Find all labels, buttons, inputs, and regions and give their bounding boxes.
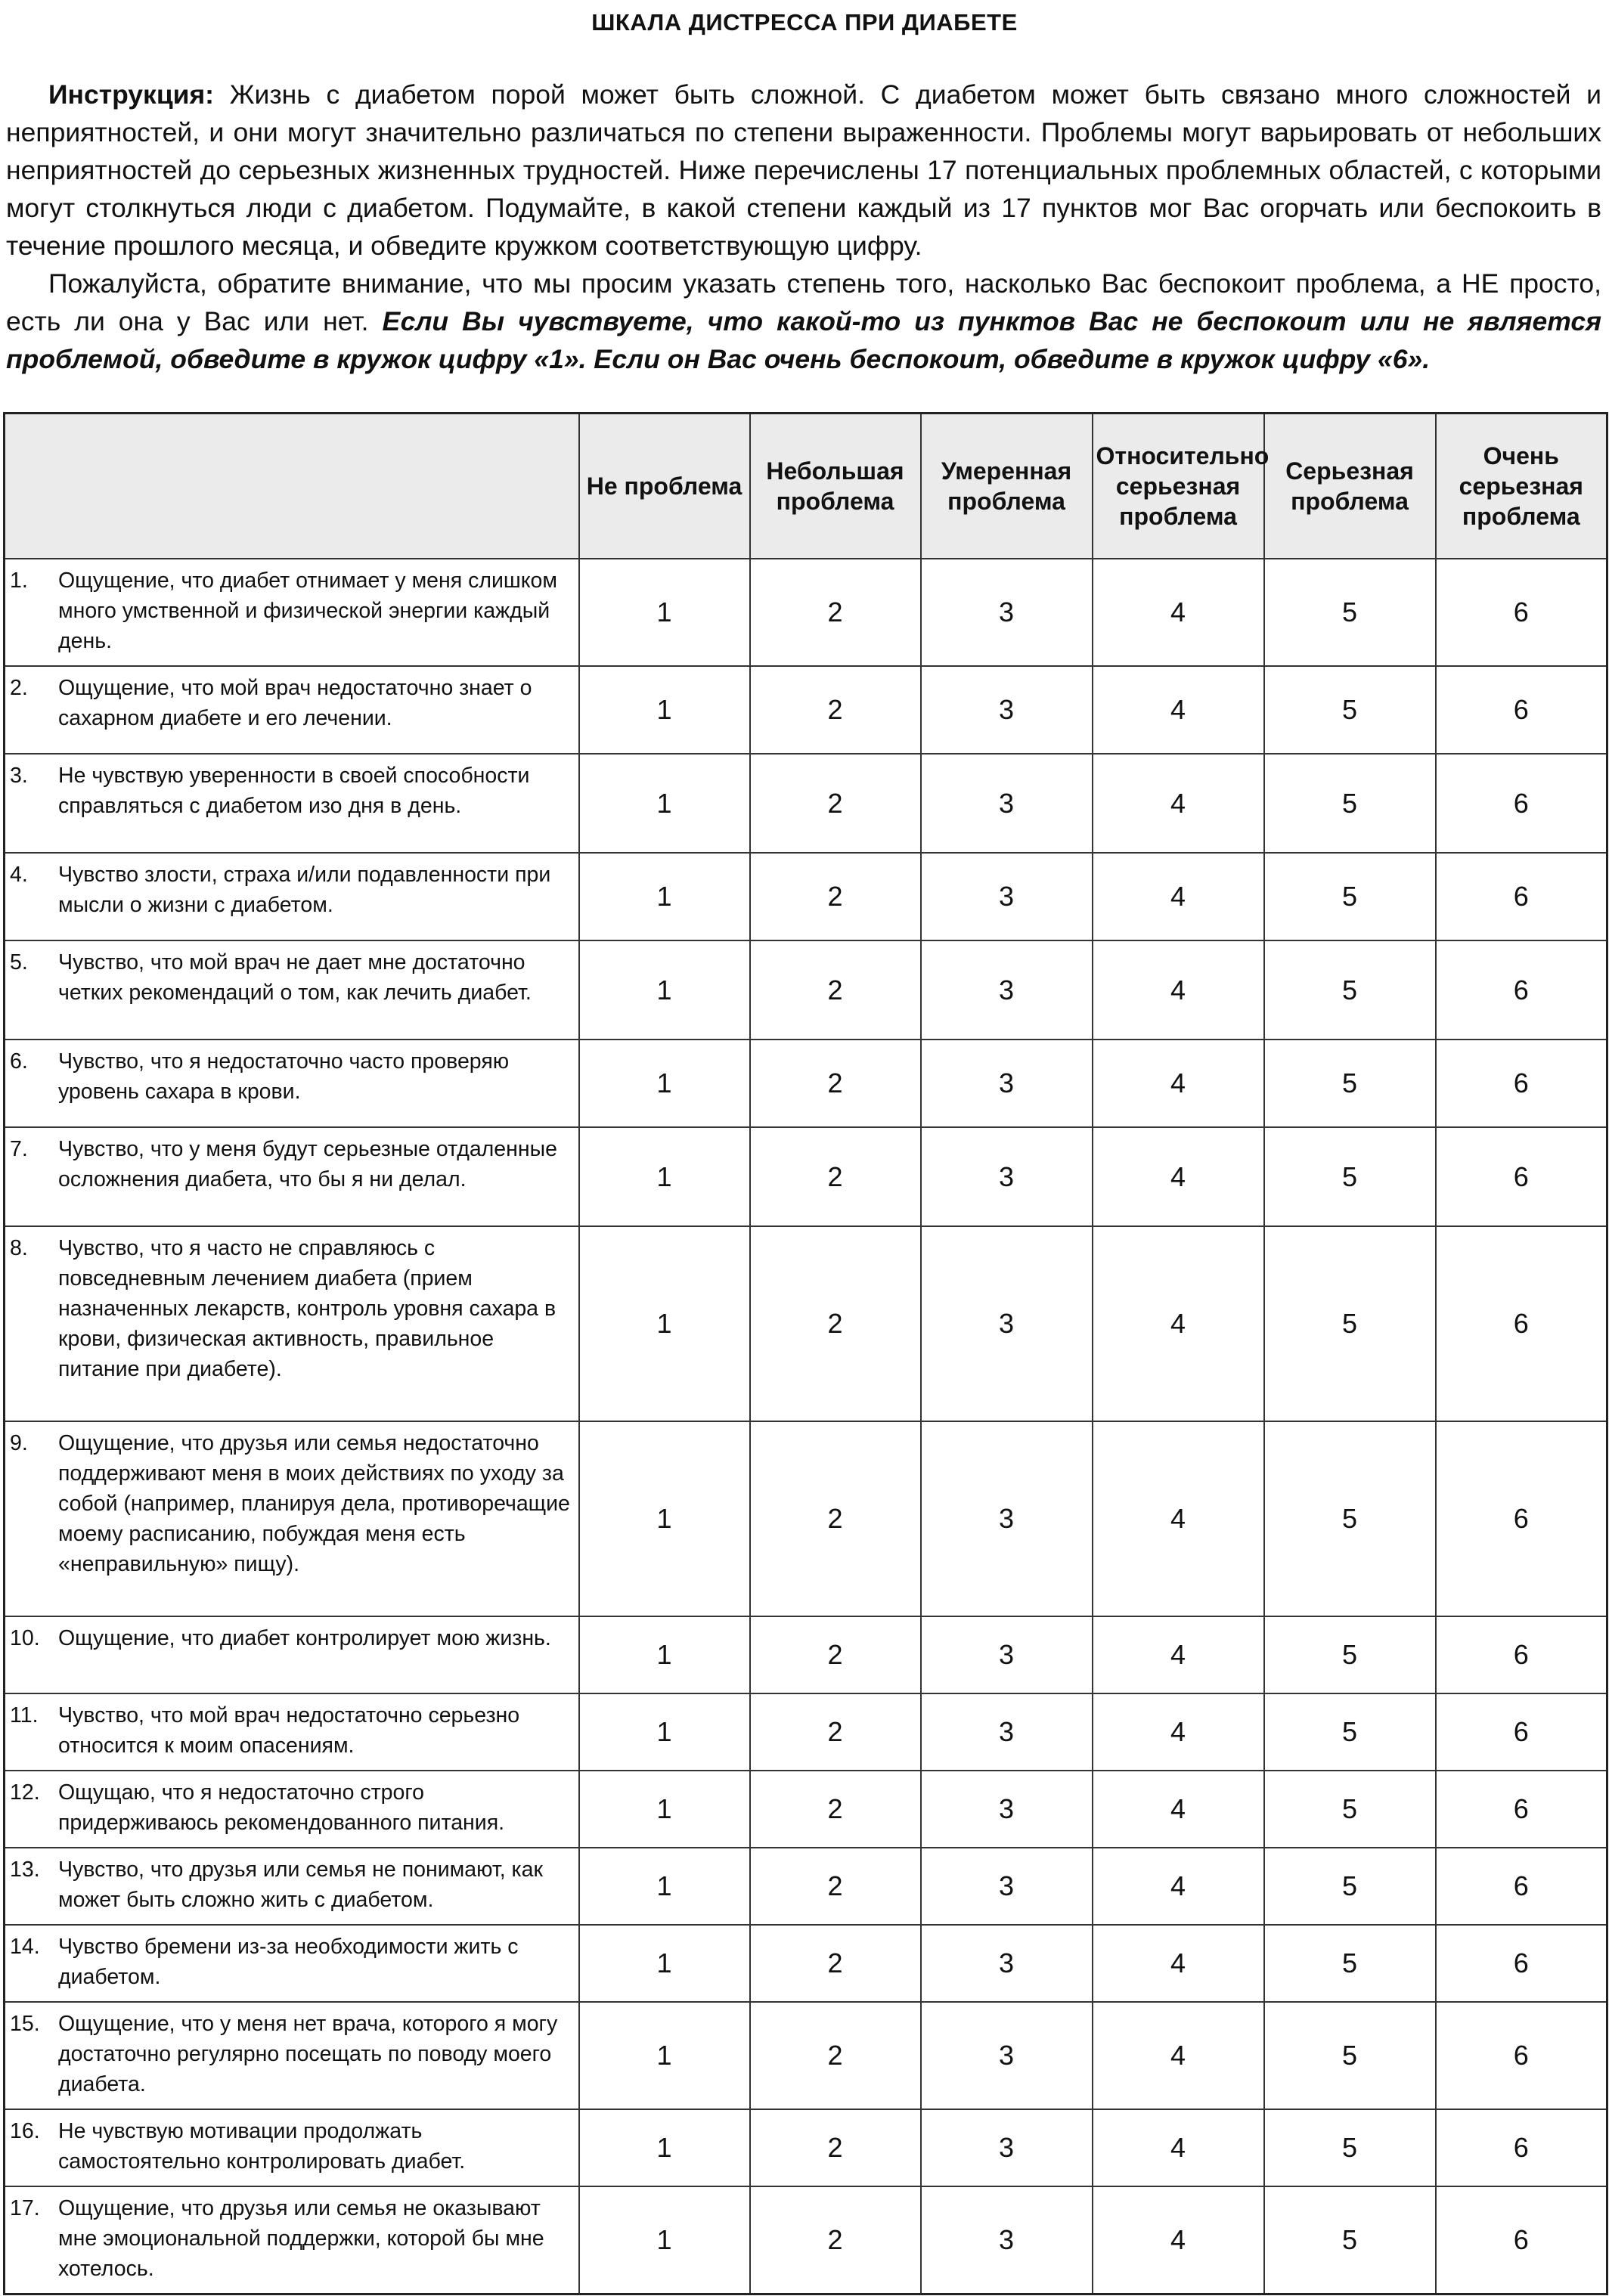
item-cell [5,1421,579,1616]
rating-option-4[interactable]: 4 [1093,1127,1264,1226]
table-row [5,940,1607,1040]
rating-option-6[interactable]: 6 [1436,1616,1607,1693]
page-title: ШКАЛА ДИСТРЕССА ПРИ ДИАБЕТЕ [591,9,1018,36]
rating-option-3[interactable]: 3 [921,1421,1093,1616]
item-text: Ощущение, что мой врач недостаточно знает о сахарном диабете и его лечении. [58,676,532,730]
item-content [10,565,572,656]
item-content [10,1700,572,1761]
column-header-6: Очень серьезная проблема [1436,414,1607,559]
rating-option-4[interactable]: 4 [1093,1925,1264,2002]
rating-option-2[interactable]: 2 [750,1616,921,1693]
rating-option-1[interactable]: 1 [579,666,750,754]
item-cell [5,1693,579,1771]
item-cell [5,1040,579,1127]
item-content [10,1854,572,1915]
rating-option-2[interactable]: 2 [750,1226,921,1421]
item-content [10,1046,572,1107]
rating-option-2[interactable]: 2 [750,1421,921,1616]
instructions-emphasis: Если Вы чувствуете, что какой-то из пунктов Вас не беспокоит или не является проблемой, обведите в кружок цифру «1». Если он Вас очень беспокоит, обведите в кружок цифру «6». [6,306,1602,374]
item-cell [5,2002,579,2109]
table-row [5,2002,1607,2109]
rating-option-5[interactable]: 5 [1264,2002,1436,2109]
item-number: 7. [10,1137,28,1161]
item-number: 17. [10,2196,40,2220]
item-content [10,947,572,1008]
item-cell [5,754,579,853]
rating-option-6[interactable]: 6 [1436,1848,1607,1925]
table-row [5,2186,1607,2294]
rating-option-3[interactable]: 3 [921,940,1093,1040]
item-number: 1. [10,569,28,593]
rating-option-4[interactable]: 4 [1093,2109,1264,2186]
item-cell [5,1127,579,1226]
rating-option-6[interactable]: 6 [1436,754,1607,853]
rating-option-6[interactable]: 6 [1436,1421,1607,1616]
rating-option-1[interactable]: 1 [579,1421,750,1616]
rating-option-2[interactable]: 2 [750,559,921,666]
rating-option-1[interactable]: 1 [579,853,750,940]
item-content [10,1623,572,1653]
rating-option-1[interactable]: 1 [579,1693,750,1771]
item-number: 11. [10,1703,39,1727]
item-number: 8. [10,1236,28,1260]
rating-option-4[interactable]: 4 [1093,559,1264,666]
item-cell [5,559,579,666]
rating-option-6[interactable]: 6 [1436,2109,1607,2186]
rating-option-1[interactable]: 1 [579,2186,750,2294]
rating-option-6[interactable]: 6 [1436,666,1607,754]
rating-option-6[interactable]: 6 [1436,1693,1607,1771]
item-cell [5,1616,579,1693]
rating-option-4[interactable]: 4 [1093,1771,1264,1848]
rating-option-1[interactable]: 1 [579,754,750,853]
rating-option-3[interactable]: 3 [921,2002,1093,2109]
table-row [5,1848,1607,1925]
item-text: Ощущение, что диабет контролирует мою жизнь. [58,1626,551,1650]
rating-option-1[interactable]: 1 [579,1616,750,1693]
item-number: 16. [10,2119,40,2143]
item-content [10,1134,572,1194]
rating-option-1[interactable]: 1 [579,1848,750,1925]
item-content [10,2009,572,2099]
rating-option-3[interactable]: 3 [921,1616,1093,1693]
rating-option-4[interactable]: 4 [1093,940,1264,1040]
item-text: Не чувствую мотивации продолжать самостоятельно контролировать диабет. [58,2119,466,2174]
table-row [5,1127,1607,1226]
item-text: Чувство, что друзья или семья не понимают, как может быть сложно жить с диабетом. [58,1858,543,1912]
item-text: Чувство, что я часто не справляюсь с повседневным лечением диабета (прием назначенных лекарств, контроль уровня сахара в крови, физическая активность, правильное питание при диабете). [58,1236,556,1381]
rating-option-1[interactable]: 1 [579,1771,750,1848]
rating-option-2[interactable]: 2 [750,2186,921,2294]
table-row [5,1693,1607,1771]
item-cell [5,853,579,940]
rating-option-5[interactable]: 5 [1264,2186,1436,2294]
rating-option-5[interactable]: 5 [1264,940,1436,1040]
item-content [10,2116,572,2177]
rating-option-5[interactable]: 5 [1264,1616,1436,1693]
item-cell [5,1925,579,2002]
rating-option-3[interactable]: 3 [921,2109,1093,2186]
rating-option-5[interactable]: 5 [1264,1127,1436,1226]
item-content [10,2193,572,2284]
rating-option-2[interactable]: 2 [750,2002,921,2109]
rating-option-6[interactable]: 6 [1436,940,1607,1040]
instructions-text: Жизнь с диабетом порой может быть сложной. С диабетом может быть связано много сложностей и неприятностей, и они могут значительно различаться по степени выраженности. Проблемы могут варьировать от небольших неприятностей до серьезных жизненных трудностей. Ниже перечислены 17 потенциальных проблемных областей, с которыми могут столкнуться люди с диабетом. Подумайте, в какой степени каждый из 17 пунктов мог Вас огорчать или беспокоить в течение прошлого месяца, и обведите кружком соответствующую цифру. [6,79,1601,261]
item-number: 4. [10,863,28,887]
rating-option-4[interactable]: 4 [1093,1616,1264,1693]
item-cell [5,940,579,1040]
item-number: 9. [10,1431,28,1455]
rating-option-3[interactable]: 3 [921,666,1093,754]
instructions [6,76,1601,378]
rating-option-2[interactable]: 2 [750,1127,921,1226]
item-text: Не чувствую уверенности в своей способности справляться с диабетом изо дня в день. [58,764,530,818]
rating-option-3[interactable]: 3 [921,1693,1093,1771]
rating-option-6[interactable]: 6 [1436,1127,1607,1226]
item-cell [5,1771,579,1848]
column-header-3: Умеренная проблема [921,414,1093,559]
rating-option-4[interactable]: 4 [1093,1693,1264,1771]
table-row [5,1226,1607,1421]
distress-scale-table [3,412,1608,2295]
rating-option-6[interactable]: 6 [1436,1226,1607,1421]
rating-option-3[interactable]: 3 [921,2186,1093,2294]
table-row [5,754,1607,853]
rating-option-5[interactable]: 5 [1264,853,1436,940]
rating-option-1[interactable]: 1 [579,559,750,666]
rating-option-5[interactable]: 5 [1264,754,1436,853]
item-text: Ощущение, что у меня нет врача, которого я могу достаточно регулярно посещать по поводу моего диабета. [58,2012,558,2096]
item-cell [5,2109,579,2186]
rating-option-5[interactable]: 5 [1264,1040,1436,1127]
rating-option-6[interactable]: 6 [1436,853,1607,940]
instructions-label: Инструкция: [48,79,214,110]
rating-option-5[interactable]: 5 [1264,1771,1436,1848]
item-number: 3. [10,764,28,788]
rating-option-2[interactable]: 2 [750,1848,921,1925]
table-row [5,1421,1607,1616]
table-row [5,853,1607,940]
item-text: Чувство бремени из-за необходимости жить с диабетом. [58,1935,519,1989]
item-text: Чувство злости, страха и/или подавленности при мысли о жизни с диабетом. [58,863,551,917]
instructions-note: Пожалуйста, обратите внимание, что мы просим указать степень того, насколько Вас беспокоит проблема, а НЕ просто, есть ли она у Вас или нет. [6,268,1601,336]
rating-option-5[interactable]: 5 [1264,559,1436,666]
item-cell [5,666,579,754]
rating-option-6[interactable]: 6 [1436,1040,1607,1127]
table-row [5,1616,1607,1693]
rating-option-5[interactable]: 5 [1264,1925,1436,2002]
item-number: 14. [10,1935,40,1959]
rating-option-5[interactable]: 5 [1264,666,1436,754]
column-header-1: Не проблема [579,414,750,559]
item-content [10,1932,572,1992]
rating-option-4[interactable]: 4 [1093,853,1264,940]
item-text: Чувство, что у меня будут серьезные отдаленные осложнения диабета, что бы я ни делал. [58,1137,557,1191]
column-header-5: Серьезная проблема [1264,414,1436,559]
rating-option-3[interactable]: 3 [921,1127,1093,1226]
rating-option-4[interactable]: 4 [1093,1226,1264,1421]
rating-option-2[interactable]: 2 [750,1925,921,2002]
rating-option-6[interactable]: 6 [1436,1771,1607,1848]
item-text: Ощущение, что диабет отнимает у меня слишком много умственной и физической энергии каждый день. [58,569,557,653]
item-number: 10. [10,1626,40,1650]
table-row [5,559,1607,666]
rating-option-5[interactable]: 5 [1264,1848,1436,1925]
instructions-paragraph-2 [6,265,1601,378]
item-content [10,1233,572,1384]
item-number: 6. [10,1049,28,1074]
rating-option-6[interactable]: 6 [1436,559,1607,666]
item-text: Чувство, что мой врач не дает мне достаточно четких рекомендаций о том, как лечить диабет. [58,950,532,1005]
table-row [5,1040,1607,1127]
rating-option-4[interactable]: 4 [1093,2186,1264,2294]
rating-option-5[interactable]: 5 [1264,1421,1436,1616]
item-content [10,1428,572,1579]
item-number: 2. [10,676,28,700]
item-text: Чувство, что я недостаточно часто проверяю уровень сахара в крови. [58,1049,510,1104]
rating-option-6[interactable]: 6 [1436,1925,1607,2002]
rating-option-2[interactable]: 2 [750,2109,921,2186]
rating-option-3[interactable]: 3 [921,754,1093,853]
item-number: 12. [10,1780,40,1805]
table-row [5,2109,1607,2186]
rating-option-2[interactable]: 2 [750,853,921,940]
item-number: 15. [10,2012,40,2036]
item-text: Чувство, что мой врач недостаточно серьезно относится к моим опасениям. [58,1703,520,1758]
column-header-2: Небольшая проблема [750,414,921,559]
rating-option-4[interactable]: 4 [1093,1421,1264,1616]
item-content [10,673,572,733]
rating-option-1[interactable]: 1 [579,2109,750,2186]
item-number: 13. [10,1858,40,1882]
rating-option-3[interactable]: 3 [921,853,1093,940]
item-number: 5. [10,950,28,974]
rating-option-4[interactable]: 4 [1093,1040,1264,1127]
rating-option-2[interactable]: 2 [750,754,921,853]
rating-option-2[interactable]: 2 [750,1771,921,1848]
table-row [5,1771,1607,1848]
rating-option-4[interactable]: 4 [1093,2002,1264,2109]
rating-option-1[interactable]: 1 [579,1925,750,2002]
rating-option-2[interactable]: 2 [750,1693,921,1771]
column-header-4: Относительно серьезная проблема [1093,414,1264,559]
rating-option-3[interactable]: 3 [921,1771,1093,1848]
rating-option-3[interactable]: 3 [921,559,1093,666]
rating-option-1[interactable]: 1 [579,2002,750,2109]
table-row [5,666,1607,754]
rating-option-6[interactable]: 6 [1436,2186,1607,2294]
item-cell [5,1848,579,1925]
header-blank-cell [5,414,579,559]
rating-option-5[interactable]: 5 [1264,1693,1436,1771]
item-content [10,1777,572,1838]
rating-option-1[interactable]: 1 [579,940,750,1040]
rating-option-4[interactable]: 4 [1093,666,1264,754]
item-text: Ощущение, что друзья или семья не оказывают мне эмоциональной поддержки, которой бы мне хотелось. [58,2196,544,2281]
rating-option-3[interactable]: 3 [921,1925,1093,2002]
rating-option-1[interactable]: 1 [579,1226,750,1421]
table-header-row [5,414,1607,559]
item-cell [5,1226,579,1421]
rating-option-4[interactable]: 4 [1093,754,1264,853]
rating-option-3[interactable]: 3 [921,1226,1093,1421]
rating-option-1[interactable]: 1 [579,1040,750,1127]
item-cell [5,2186,579,2294]
item-text: Ощущение, что друзья или семья недостаточно поддерживают меня в моих действиях по уходу за собой (например, планируя дела, противоречащие моему расписанию, побуждая меня есть «неправильную» пищу). [58,1431,570,1576]
item-text: Ощущаю, что я недостаточно строго придерживаюсь рекомендованного питания. [58,1780,505,1835]
item-content [10,761,572,821]
item-content [10,860,572,920]
rating-option-2[interactable]: 2 [750,666,921,754]
table-row [5,1925,1607,2002]
rating-option-1[interactable]: 1 [579,1127,750,1226]
rating-option-2[interactable]: 2 [750,1040,921,1127]
rating-option-3[interactable]: 3 [921,1848,1093,1925]
rating-option-5[interactable]: 5 [1264,1226,1436,1421]
rating-option-2[interactable]: 2 [750,940,921,1040]
instructions-paragraph-1 [6,76,1601,265]
rating-option-5[interactable]: 5 [1264,2109,1436,2186]
rating-option-3[interactable]: 3 [921,1040,1093,1127]
rating-option-6[interactable]: 6 [1436,2002,1607,2109]
rating-option-4[interactable]: 4 [1093,1848,1264,1925]
